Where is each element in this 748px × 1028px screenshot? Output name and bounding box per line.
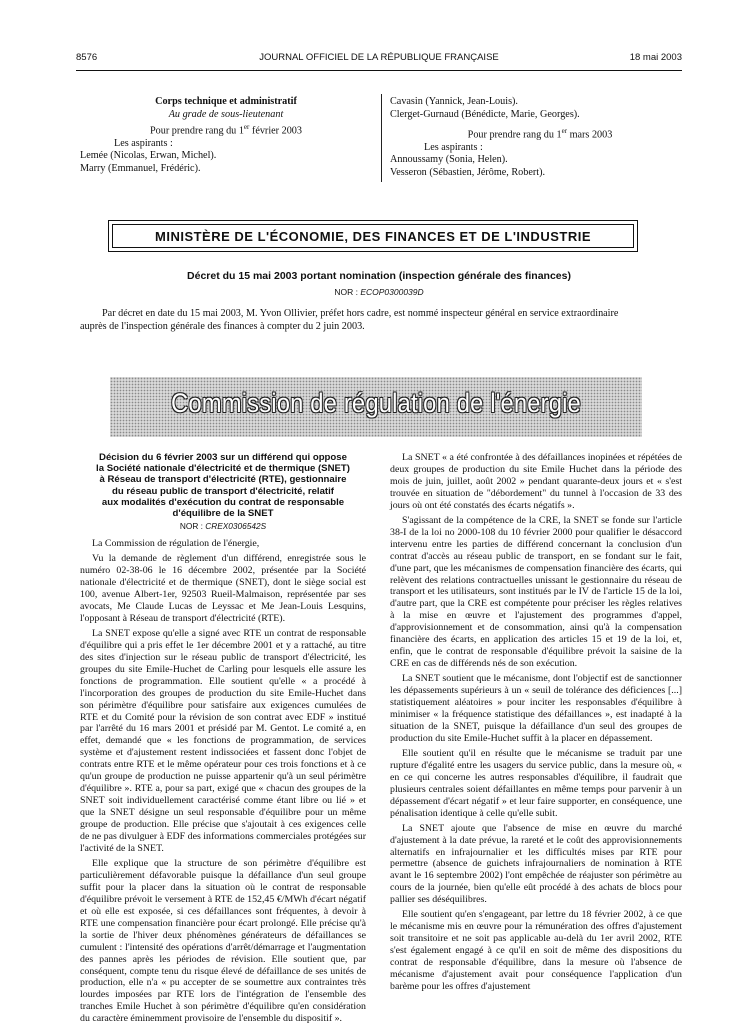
- aspirant-name: Marry (Emmanuel, Frédéric).: [80, 162, 201, 174]
- page-number: 8576: [76, 52, 98, 63]
- decision-left-column: [80, 452, 366, 1028]
- decision-paragraph: Elle soutient qu'en s'engageant, par lettre du 18 février 2002, à ce que le mécanisme mis en œuvre pour la rémunération des offres d'ajustement soit transitoire et ne soit pas applicable au-delà du 1er avril 2002, RTE s'est également engagé à ce qu'il en soit de même des dispositions du contrat de responsable d'équilibre, dans la mesure où l'absence de mécanisme d'ajustement avait pour conséquence l'application d'un barème pour les offres d'ajustement: [390, 909, 682, 992]
- aspirants-right-column: [390, 96, 690, 179]
- aspirant-name: Clerget-Gurnaud (Bénédicte, Marie, Georges).: [390, 108, 580, 120]
- decision-paragraph: Elle soutient qu'il en résulte que le mécanisme se traduit par une rupture d'égalité entre les usagers du service public, dans la mesure où, « en ce qui concerne les autres responsables d'équilibre, il faudrait que plusieurs centrales soient défaillantes en même temps pour parvenir à un dépassement d'écart négatif » et leur faire supporter, en conséquence, une pénalisation identique à celle qu'elle subit.: [390, 747, 682, 819]
- decret-body-line: Par décret en date du 15 mai 2003, M. Yvon Ollivier, préfet hors cadre, est nommé inspecteur général en service extraordinaire: [102, 308, 619, 319]
- decret-body-line: auprès de l'inspection générale des finances à compter du 2 juin 2003.: [80, 320, 365, 332]
- decision-paragraph: La SNET ajoute que l'absence de mise en œuvre du marché d'ajustement à la date prévue, la rareté et le coût des approvisionnements alternatifs en infrajournalier et les difficultés mises par RTE pour permettre (absence de guichets infrajournaliers de nomination à RTE avant le 16 septembre 2002) l'ont empêchée de réajuster son périmètre au cours de la journée, bien qu'elle eût procédé à des achats de blocs pour pallier ses déséquilibres.: [390, 822, 682, 906]
- decision-nor: NOR : CREX0306542S: [179, 521, 267, 532]
- decision-paragraph: Elle explique que la structure de son périmètre d'équilibre est particulièrement défavorable puisque la défaillance d'un seul groupe suffit pour la placer dans la situation où le contrat de responsable d'équilibre prévoit le versement à RTE de 152,45 €/MWh d'écart négatif et où elle est exposée, si ces défaillances sont fréquentes, à devoir à RTE une compensation financière pour écart prolongé. Elle précise qu'à la sortie de l'hiver deux phénomènes générateurs de défaillances se cumulent : l'intensité des opérations d'arrêt/démarrage et l'augmentation des pannes après les périodes de révision. Elle soutient que, par conséquent, compte tenu du risque élevé de défaillance de ses unités de production, elle n'a « pu accepter de se soumettre aux contraintes très lourdes imposées par RTE lors de l'intégration de l'ensemble des tranches Emile Huchet à son périmètre d'équilibre qu'en considération du caractère éminemment provisoire de l'ensemble du dispositif ».: [80, 857, 366, 1025]
- aspirants-left-column: [80, 96, 372, 175]
- corps-heading: Corps technique et administratif: [155, 96, 297, 107]
- journal-title: JOURNAL OFFICIEL DE LA RÉPUBLIQUE FRANÇAISE: [259, 52, 499, 63]
- aspirants-label-right: Les aspirants :: [424, 141, 483, 153]
- decision-paragraph: La SNET « a été confrontée à des défaillances inopinées et répétées de deux groupes de production du site Emile Huchet dans la période des mois de juin, juillet, août 2002 » pendant quarante-deux jours et « s'est trouvée en situation de "débordement" du tunnel à l'occasion de 33 des jours où ont été constatés des écarts négatifs ».: [390, 452, 682, 511]
- aspirant-name: Lemée (Nicolas, Erwan, Michel).: [80, 150, 217, 162]
- aspirant-name: Annoussamy (Sonia, Helen).: [390, 154, 508, 166]
- decret-body: [80, 308, 688, 333]
- aspirants-label-left: Les aspirants :: [114, 137, 173, 149]
- grade-subheading: Au grade de sous-lieutenant: [168, 108, 284, 120]
- decision-paragraph: La Commission de régulation de l'énergie,: [92, 538, 260, 550]
- header-rule: [76, 70, 682, 71]
- decision-paragraph: Vu la demande de règlement d'un différend, enregistrée sous le numéro 02-38-06 le 16 décembre 2002, présentée par la Société nationale d'électricité et de thermique (SNET), dont le siège social est 100, avenue Albert-1er, 92503 Rueil-Malmaison, représentée par ses avocats, Me Claude Lucas de Leyssac et Me Jean-Louis Lesquins, l'opposant à Réseau de transport d'électricité (RTE).: [80, 553, 366, 624]
- rank-date-right: Pour prendre rang du 1er mars 2003: [467, 127, 613, 141]
- ministry-heading-box: [108, 220, 638, 252]
- commission-banner-title: Commission de régulation de l'énergie: [171, 388, 581, 418]
- rank-date-left: Pour prendre rang du 1er février 2003: [149, 123, 302, 137]
- ministry-title: MINISTÈRE DE L'ÉCONOMIE, DES FINANCES ET DE L'INDUSTRIE: [112, 224, 634, 248]
- commission-banner: [110, 377, 642, 437]
- decision-paragraph: La SNET soutient que le mécanisme, dont l'objectif est de sanctionner les dépassements supérieurs à un « seuil de tolérance des déficiences [...] statistiquement aléatoires » pour inciter les responsables d'équilibre à minimiser « la fréquence statistique des défaillances », est inadapté à la situation de la SNET, puisque la défaillance d'un seul des groupes de production du site Emile-Huchet suffit à la placer en dépassement.: [390, 673, 682, 744]
- decision-title: Décision du 6 février 2003 sur un différend qui oppose la Société nationale d'électricité et de thermique (SNET) à Réseau de transport d'électricité (RTE), gestionnaire du réseau public de transport d'électricité, relatif aux modalités d'exécution du contrat de responsable d'équilibre de la SNET: [96, 452, 350, 520]
- issue-date: 18 mai 2003: [629, 52, 682, 63]
- decision-paragraph: La SNET expose qu'elle a signé avec RTE un contrat de responsable d'équilibre qui a pris effet le 1er décembre 2001 et y a rattaché, au titre des sites d'injection sur le réseau public de transport d'électricité, les groupes du site Emile-Huchet de Carling pour lesquels elle assure les fonctions de programmation. Elle soutient qu'elle « a procédé à l'incorporation des groupes de production du site Emile-Huchet dans son périmètre d'équilibre pour satisfaire aux exigences cumulées de RTE et du Comité pour la révision de son contrat avec EDF » institué par l'arrêté du 16 mars 2001 et présidé par M. Gentot. Le comité a, en effet, demandé que « les fonctions de programmation, de services système et d'ajustement restent indissociées et fassent donc l'objet de contrats entre RTE et le même opérateur pour ces trois fonctions et à ce qu'un groupe de production ne puisse appartenir qu'à un seul périmètre d'équilibre ». RTE a, pour sa part, exigé que « chacun des groupes de la SNET soit individuellement caractérisé comme étant libre ou lié » et que la SNET désigne un seul responsable d'équilibre pour un même groupe de production. Elle précise que s'ajoutait à ces exigences celle de ne pas divulguer à EDF des informations commerciales protégées sur l'activité de la SNET.: [80, 627, 366, 854]
- column-divider: [381, 94, 382, 182]
- aspirant-name: Vesseron (Sébastien, Jérôme, Robert).: [390, 166, 546, 178]
- running-header: [76, 52, 682, 66]
- decision-paragraph: S'agissant de la compétence de la CRE, la SNET se fonde sur l'article 38-I de la loi no 2000-108 du 10 février 2000 pour qualifier le désaccord intervenu entre les parties de différend concernant la conclusion d'un contrat d'accès au réseau public de transport, en se fondant sur le fait, d'une part, que les mécanismes de compensation financière des écarts, qui relèvent des relations contractuelles unissant le gestionnaire du réseau de transport et les utilisateurs, sont institués par le IV de l'article 15 de la loi, d'autre part, que la CRE est compétente pour préciser les règles relatives à la mise en œuvre et l'ajustement des programmes d'appel, d'approvisionnement et de consommation, ainsi qu'à la compensation financière des écarts, en application des articles 15 et 19 de la loi, et, enfin, que le contrat de responsable d'équilibre prévoit la saisine de la CRE en cas de différends nés de son exécution.: [390, 514, 682, 670]
- decret-nor: NOR : ECOP0300039D: [334, 287, 424, 297]
- decision-right-column: [390, 452, 682, 996]
- decret-title: Décret du 15 mai 2003 portant nomination (inspection générale des finances): [187, 270, 571, 282]
- aspirant-name: Cavasin (Yannick, Jean-Louis).: [390, 96, 518, 107]
